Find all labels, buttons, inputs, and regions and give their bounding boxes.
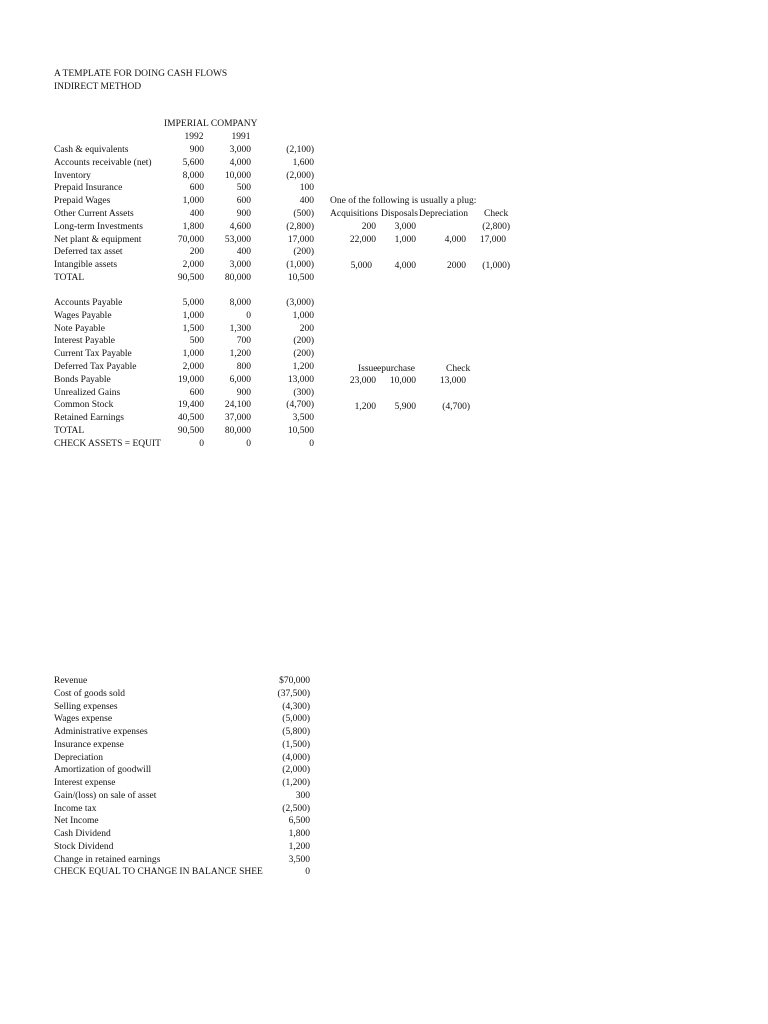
liability-value-1991: 1,300 xyxy=(229,323,251,334)
income-value: 6,500 xyxy=(288,816,310,827)
stock-header-check: Check xyxy=(446,364,471,374)
asset-change: (1,000) xyxy=(286,260,314,271)
common-issue: 1,200 xyxy=(354,402,376,412)
bonds-issue: 23,000 xyxy=(349,376,376,386)
liability-value-1992: 1,500 xyxy=(182,323,204,334)
liability-value-1991: 80,000 xyxy=(224,426,251,436)
year-1992-header: 1992 xyxy=(184,132,204,142)
liability-value-1992: 5,000 xyxy=(182,298,204,308)
income-value: 1,200 xyxy=(288,841,310,852)
income-value: (2,000) xyxy=(282,765,310,776)
asset-change: (500) xyxy=(293,209,314,219)
income-value: $70,000 xyxy=(279,676,310,686)
asset-value-1992: 70,000 xyxy=(177,234,204,245)
income-label: Change in retained earnings xyxy=(54,854,161,865)
income-value: (5,000) xyxy=(282,714,310,725)
asset-label: Deferred tax asset xyxy=(54,247,123,258)
asset-value-1992: 2,000 xyxy=(182,260,204,271)
liability-change: (200) xyxy=(293,336,314,347)
year-1991-header: 1991 xyxy=(231,132,251,142)
liability-label: Deferred Tax Payable xyxy=(54,362,137,372)
liability-value-1991: 700 xyxy=(236,336,251,347)
asset-value-1991: 3,000 xyxy=(229,260,251,271)
asset-label: Other Current Assets xyxy=(54,209,134,219)
liability-value-1992: 1,000 xyxy=(182,349,204,360)
company-name: IMPERIAL COMPANY xyxy=(164,119,258,129)
stock-header-issue: Issue xyxy=(358,364,378,374)
asset-value-1991: 80,000 xyxy=(224,273,251,283)
liability-value-1992: 0 xyxy=(199,438,204,449)
liability-label: CHECK ASSETS = EQUIT xyxy=(54,438,161,449)
asset-value-1992: 1,800 xyxy=(182,221,204,232)
liability-value-1992: 19,400 xyxy=(177,400,204,411)
asset-value-1991: 53,000 xyxy=(224,234,251,245)
asset-value-1991: 3,000 xyxy=(229,145,251,155)
asset-change: 400 xyxy=(299,196,314,207)
intangible-depreciation: 2000 xyxy=(447,261,466,271)
income-label: Selling expenses xyxy=(54,701,118,712)
liability-value-1991: 6,000 xyxy=(229,374,251,385)
asset-label: Cash & equivalents xyxy=(54,145,129,155)
plug-header-acquisitions: Acquisitions xyxy=(330,209,379,219)
income-value: (2,500) xyxy=(282,803,310,814)
income-label: Interest expense xyxy=(54,778,116,788)
intangible-disposals: 4,000 xyxy=(394,261,416,271)
asset-value-1991: 10,000 xyxy=(224,170,251,181)
asset-change: (2,000) xyxy=(286,170,314,181)
income-label: Net Income xyxy=(54,816,99,827)
asset-label: Net plant & equipment xyxy=(54,234,142,245)
liability-change: 13,000 xyxy=(287,374,314,385)
income-value: 0 xyxy=(305,867,310,878)
asset-label: Inventory xyxy=(54,170,91,181)
title-line-2: INDIRECT METHOD xyxy=(54,82,142,92)
asset-label: TOTAL xyxy=(54,273,85,283)
income-value: (1,500) xyxy=(282,739,310,750)
liability-label: Accounts Payable xyxy=(54,298,123,308)
stock-header-repurchase: epurchase xyxy=(377,364,415,374)
asset-value-1991: 4,600 xyxy=(229,221,251,232)
asset-value-1992: 8,000 xyxy=(182,170,204,181)
liability-value-1991: 24,100 xyxy=(224,400,251,411)
income-label: Income tax xyxy=(54,803,97,814)
asset-value-1992: 900 xyxy=(189,145,204,155)
liability-change: 200 xyxy=(299,323,314,334)
liability-value-1991: 0 xyxy=(246,310,251,321)
income-label: Cash Dividend xyxy=(54,829,111,839)
asset-value-1991: 500 xyxy=(236,183,251,194)
asset-value-1991: 900 xyxy=(236,209,251,219)
asset-value-1992: 600 xyxy=(189,183,204,194)
title-line-1: A TEMPLATE FOR DOING CASH FLOWS xyxy=(54,69,228,79)
liability-value-1991: 900 xyxy=(236,387,251,398)
income-label: Cost of goods sold xyxy=(54,688,125,699)
liability-label: Unrealized Gains xyxy=(54,387,121,398)
income-label: CHECK EQUAL TO CHANGE IN BALANCE SHEE xyxy=(54,867,263,878)
liability-label: Interest Payable xyxy=(54,336,115,347)
income-value: (37,500) xyxy=(277,688,310,699)
asset-label: Prepaid Insurance xyxy=(54,183,123,194)
income-label: Amortization of goodwill xyxy=(54,765,152,776)
income-label: Gain/(loss) on sale of asset xyxy=(54,790,157,801)
liability-change: 1,000 xyxy=(292,310,314,321)
liability-label: Bonds Payable xyxy=(54,374,111,385)
liability-label: Note Payable xyxy=(54,323,105,334)
intangible-check: (1,000) xyxy=(482,261,510,271)
plug-header-check: Check xyxy=(484,209,509,219)
bonds-check: 13,000 xyxy=(439,376,466,386)
ppe-check: (2,800) xyxy=(482,222,510,232)
liability-value-1992: 1,000 xyxy=(182,310,204,321)
asset-value-1992: 90,500 xyxy=(177,273,204,283)
ppe2-disposals: 1,000 xyxy=(394,235,416,245)
liability-label: Wages Payable xyxy=(54,310,112,321)
ppe2-acquisitions: 22,000 xyxy=(349,235,376,245)
asset-value-1992: 400 xyxy=(189,209,204,219)
liability-label: Current Tax Payable xyxy=(54,349,132,360)
income-label: Stock Dividend xyxy=(54,841,114,852)
asset-value-1992: 1,000 xyxy=(182,196,204,207)
asset-label: Long-term Investments xyxy=(54,221,143,232)
income-label: Revenue xyxy=(54,676,88,686)
asset-label: Prepaid Wages xyxy=(54,196,111,207)
liability-value-1992: 19,000 xyxy=(177,374,204,385)
income-label: Insurance expense xyxy=(54,739,124,750)
plug-note: One of the following is usually a plug: xyxy=(330,196,477,206)
liability-label: Retained Earnings xyxy=(54,413,124,424)
income-value: 3,500 xyxy=(288,854,310,865)
bonds-repurchase: 10,000 xyxy=(389,376,416,386)
liability-value-1992: 600 xyxy=(189,387,204,398)
ppe-acquisitions: 200 xyxy=(361,222,376,232)
asset-value-1991: 400 xyxy=(236,247,251,258)
intangible-acquisitions: 5,000 xyxy=(350,261,372,271)
liability-change: (4,700) xyxy=(286,400,314,411)
liability-change: (300) xyxy=(293,387,314,398)
income-label: Depreciation xyxy=(54,752,104,763)
asset-value-1991: 600 xyxy=(236,196,251,207)
liability-change: 1,200 xyxy=(292,362,314,372)
plug-header-disposals: Disposals xyxy=(381,209,418,219)
common-repurchase: 5,900 xyxy=(394,402,416,412)
asset-change: (2,100) xyxy=(286,145,314,155)
income-value: (4,300) xyxy=(282,701,310,712)
liability-value-1991: 8,000 xyxy=(229,298,251,308)
asset-change: 17,000 xyxy=(287,234,314,245)
liability-value-1992: 2,000 xyxy=(182,362,204,372)
asset-change: 10,500 xyxy=(287,273,314,283)
liability-label: TOTAL xyxy=(54,426,85,436)
income-label: Wages expense xyxy=(54,714,113,725)
asset-value-1992: 5,600 xyxy=(182,157,204,168)
asset-change: 100 xyxy=(299,183,314,194)
liability-value-1991: 1,200 xyxy=(229,349,251,360)
liability-change: 3,500 xyxy=(292,413,314,424)
income-value: (1,200) xyxy=(282,778,310,788)
liability-value-1992: 500 xyxy=(189,336,204,347)
liability-change: 0 xyxy=(309,438,314,449)
plug-header-depreciation: Depreciation xyxy=(419,209,469,219)
liability-change: (3,000) xyxy=(286,298,314,308)
asset-change: (200) xyxy=(293,247,314,258)
liability-value-1992: 90,500 xyxy=(177,426,204,436)
asset-change: (2,800) xyxy=(286,221,314,232)
liability-label: Common Stock xyxy=(54,400,114,411)
liability-value-1991: 800 xyxy=(236,362,251,372)
liability-value-1992: 40,500 xyxy=(177,413,204,424)
income-value: 1,800 xyxy=(288,829,310,839)
liability-change: (200) xyxy=(293,349,314,360)
asset-value-1991: 4,000 xyxy=(229,157,251,168)
income-label: Administrative expenses xyxy=(54,727,148,737)
income-value: (5,800) xyxy=(282,727,310,737)
income-value: (4,000) xyxy=(282,752,310,763)
common-check: (4,700) xyxy=(442,402,470,412)
asset-label: Accounts receivable (net) xyxy=(54,157,152,168)
liability-change: 10,500 xyxy=(287,426,314,436)
asset-value-1992: 200 xyxy=(189,247,204,258)
asset-label: Intangible assets xyxy=(54,260,118,271)
asset-change: 1,600 xyxy=(292,157,314,168)
ppe-disposals: 3,000 xyxy=(394,222,416,232)
liability-value-1991: 0 xyxy=(246,438,251,449)
ppe2-depreciation: 4,000 xyxy=(444,235,466,245)
ppe2-check: 17,000 xyxy=(479,235,506,245)
liability-value-1991: 37,000 xyxy=(224,413,251,424)
income-value: 300 xyxy=(295,790,310,801)
